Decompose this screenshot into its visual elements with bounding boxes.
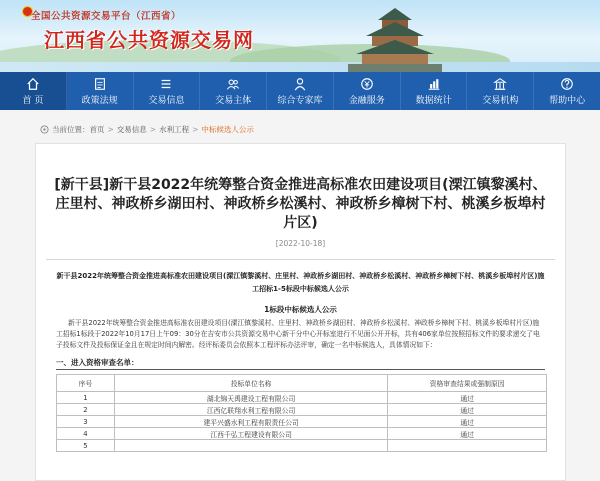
list-title: 一、进入资格审查名单： — [56, 357, 545, 370]
notice-heading: 新干县2022年统筹整合资金推进高标准农田建设项目(溧江镇黎溪村、庄里村、神政桥乡湖田村、神政桥乡松溪村、神政桥乡樟树下村、桃溪乡板埠村片区)施工招标1-5标段中标候选人公示 — [56, 272, 545, 293]
site-banner — [0, 0, 600, 72]
list-icon — [159, 77, 173, 91]
nav-item-trade-subject[interactable] — [200, 72, 267, 110]
article-card — [35, 143, 566, 481]
qualification-table — [56, 374, 547, 452]
nav-item-trade-info[interactable] — [134, 72, 201, 110]
cell-result: 通过 — [388, 416, 547, 428]
cell-bidder: 湖北锦天禹建设工程有限公司 — [114, 392, 387, 404]
breadcrumb-separator: > — [149, 124, 157, 134]
breadcrumb-water-works[interactable]: 水利工程 — [159, 124, 190, 134]
home-icon — [26, 77, 40, 91]
main-nav — [0, 72, 600, 110]
breadcrumb-trade-info[interactable]: 交易信息 — [116, 124, 147, 134]
table-row — [57, 416, 547, 428]
nav-item-label: 数据统计 — [415, 95, 452, 106]
article-title: [新干县]新干县2022年统筹整合资金推进高标准农田建设项目(溧江镇黎溪村、庄里村、神政桥乡湖田村、神政桥乡松溪村、神政桥乡樟树下村、桃溪乡板埠村片区) — [54, 177, 547, 231]
cell-result — [388, 440, 547, 452]
notice-paragraph: 新干县2022年统筹整合资金推进高标准农田建设项目(溧江镇黎溪村、庄里村、神政桥乡湖田村、神政桥乡松溪村、神政桥乡樟树下村、桃溪乡板埠村片区)施工招标1标段于2022年10月17日上午09：30分在吉安市公共资源交易中心新干分中心开标室进行不见面公开开标，共有406家单位按照招标文件的要求递交了电子投标文件及投标保证金且在规定时间内解密。经评标委员会依照本工程评标办法评审，确定一名中标候选人，具体情况如下： — [56, 319, 540, 349]
site-title[interactable]: 江西省公共资源交易网 — [44, 28, 254, 52]
cell-bidder: 江西亿联翔水利工程有限公司 — [114, 404, 387, 416]
table-row — [57, 440, 547, 452]
cell-no: 4 — [57, 428, 115, 440]
nav-item-label: 金融服务 — [348, 95, 385, 106]
breadcrumb-separator: > — [192, 124, 199, 134]
cell-no: 5 — [57, 440, 115, 452]
nav-item-label: 交易主体 — [215, 95, 252, 106]
column-header-no: 序号 — [57, 375, 115, 392]
article-date: [2022-10-18] — [275, 239, 326, 248]
cell-result: 通过 — [388, 428, 547, 440]
nav-item-label: 首 页 — [22, 95, 44, 106]
nav-item-home[interactable] — [0, 72, 67, 110]
finance-icon — [360, 77, 374, 91]
nav-item-institutions[interactable] — [467, 72, 534, 110]
nav-item-label: 帮助中心 — [549, 95, 586, 106]
users-icon — [226, 77, 240, 91]
breadcrumb — [0, 118, 600, 140]
banner-water — [0, 62, 600, 72]
divider — [46, 259, 555, 260]
chart-icon — [427, 77, 441, 91]
document-icon — [93, 77, 107, 91]
cell-no: 1 — [57, 392, 115, 404]
cell-bidder: 建平兴盛水利工程有限责任公司 — [114, 416, 387, 428]
breadcrumb-home[interactable]: 首页 — [89, 124, 105, 134]
nav-item-statistics[interactable] — [401, 72, 468, 110]
expert-icon — [293, 77, 307, 91]
table-row — [57, 404, 547, 416]
section-title: 1标段中标候选人公示 — [264, 305, 337, 314]
pavilion-illustration — [330, 6, 460, 72]
nav-item-label: 交易机构 — [482, 95, 519, 106]
cell-no: 3 — [57, 416, 115, 428]
cell-result: 通过 — [388, 392, 547, 404]
nav-item-label: 政策法规 — [81, 95, 118, 106]
nav-item-policy[interactable] — [67, 72, 134, 110]
table-row — [57, 428, 547, 440]
help-icon — [560, 77, 574, 91]
cell-bidder — [114, 440, 387, 452]
building-icon — [493, 77, 507, 91]
table-header-row — [57, 375, 547, 392]
platform-subtitle: 全国公共资源交易平台（江西省） — [31, 11, 182, 22]
nav-item-label: 综合专家库 — [277, 95, 323, 106]
breadcrumb-prefix: 当前位置： — [52, 124, 90, 134]
column-header-bidder: 投标单位名称 — [114, 375, 387, 392]
nav-item-help[interactable] — [534, 72, 600, 110]
breadcrumb-separator: > — [107, 124, 114, 134]
location-icon — [40, 125, 49, 134]
nav-item-experts[interactable] — [267, 72, 334, 110]
nav-item-label: 交易信息 — [148, 95, 185, 106]
column-header-result: 资格审查结果或强制原因 — [388, 375, 547, 392]
table-row — [57, 392, 547, 404]
cell-result: 通过 — [388, 404, 547, 416]
breadcrumb-current: 中标候选人公示 — [201, 124, 254, 134]
nav-item-finance[interactable] — [334, 72, 401, 110]
cell-no: 2 — [57, 404, 115, 416]
cell-bidder: 江西千弘工程建设有限公司 — [114, 428, 387, 440]
